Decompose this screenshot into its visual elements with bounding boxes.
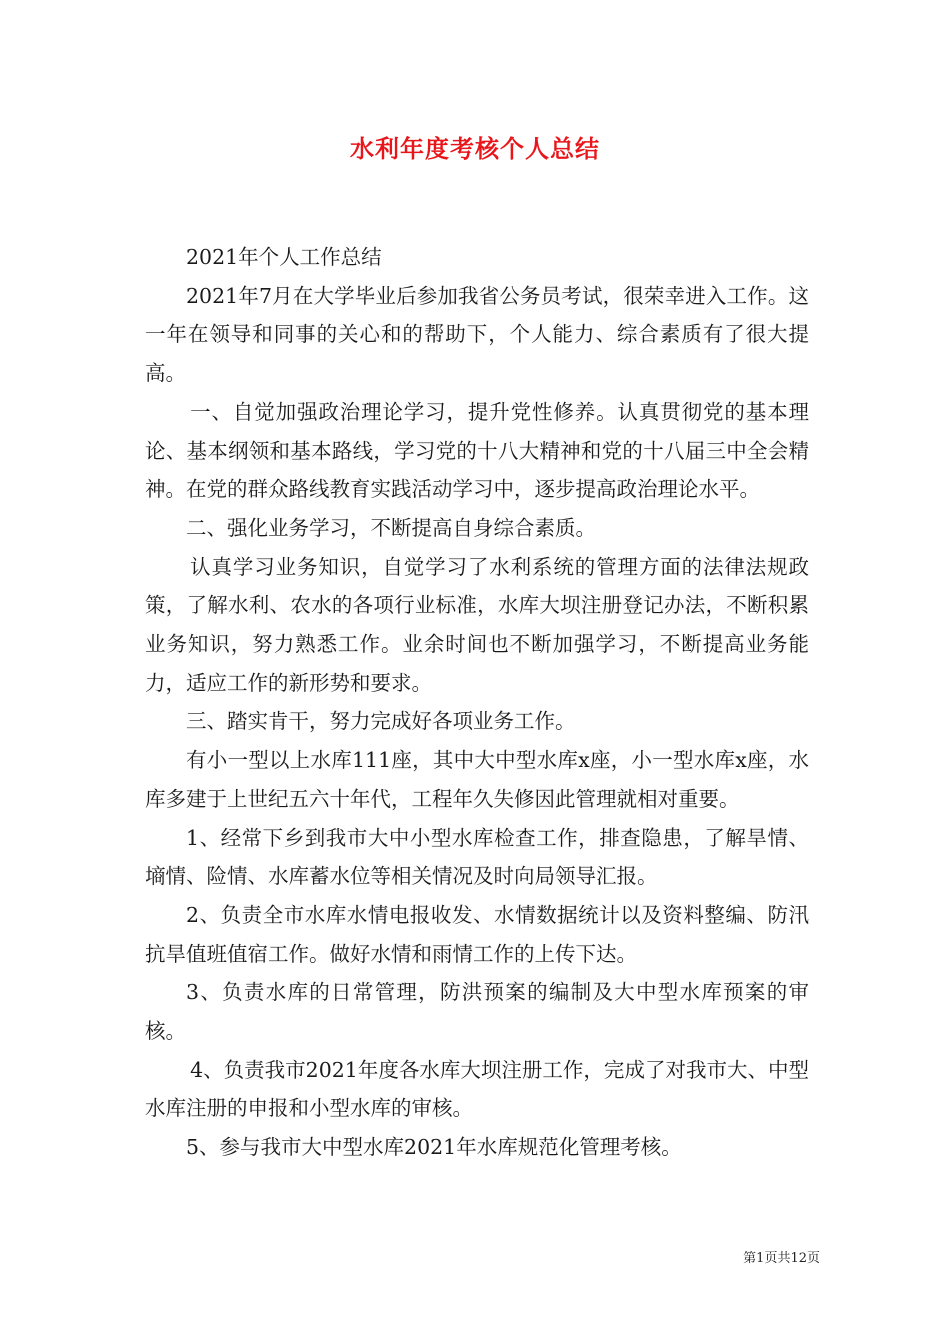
paragraph-4: 二、强化业务学习，不断提高自身综合素质。 — [186, 515, 596, 540]
paragraph-9: 2、负责全市水库水情电报收发、水情数据统计以及资料整编、防汛抗旱值班值宿工作。做好水情和雨情工作的上传下达。 — [145, 902, 809, 966]
paragraph-3: 一、自觉加强政治理论学习，提升党性修养。认真贯彻党的基本理论、基本纲领和基本路线，学习党的十八大精神和党的十八届三中全会精神。在党的群众路线教育实践活动学习中，逐步提高政治理论水平。 — [145, 399, 809, 502]
paragraph-8: 1、经常下乡到我市大中小型水库检查工作，排查隐患，了解旱情、墒情、险情、水库蓄水位等相关情况及时向局领导汇报。 — [145, 825, 809, 889]
paragraph-6: 三、踏实肯干，努力完成好各项业务工作。 — [186, 709, 576, 734]
paragraph-5: 认真学习业务知识，自觉学习了水利系统的管理方面的法律法规政策，了解水利、农水的各项行业标准，水库大坝注册登记办法，不断积累业务知识，努力熟悉工作。业余时间也不断加强学习，不断提高业务能力，适应工作的新形势和要求。 — [145, 554, 809, 695]
page-number: 第1页共12页 — [743, 1251, 820, 1266]
paragraph-11: 4、负责我市2021年度各水库大坝注册工作，完成了对我市大、中型水库注册的申报和小型水库的审核。 — [145, 1057, 809, 1121]
paragraph-1: 2021年个人工作总结 — [186, 245, 382, 269]
paragraph-2: 2021年7月在大学毕业后参加我省公务员考试，很荣幸进入工作。这一年在领导和同事的关心和的帮助下，个人能力、综合素质有了很大提高。 — [145, 283, 809, 386]
document-body — [145, 238, 809, 1167]
paragraph-12: 5、参与我市大中型水库2021年水库规范化管理考核。 — [186, 1135, 682, 1160]
document-title: 水利年度考核个人总结 — [350, 134, 600, 163]
paragraph-10: 3、负责水库的日常管理，防洪预案的编制及大中型水库预案的审核。 — [145, 980, 809, 1044]
paragraph-7: 有小一型以上水库111座，其中大中型水库x座，小一型水库x座，水库多建于上世纪五六十年代，工程年久失修因此管理就相对重要。 — [145, 748, 809, 811]
